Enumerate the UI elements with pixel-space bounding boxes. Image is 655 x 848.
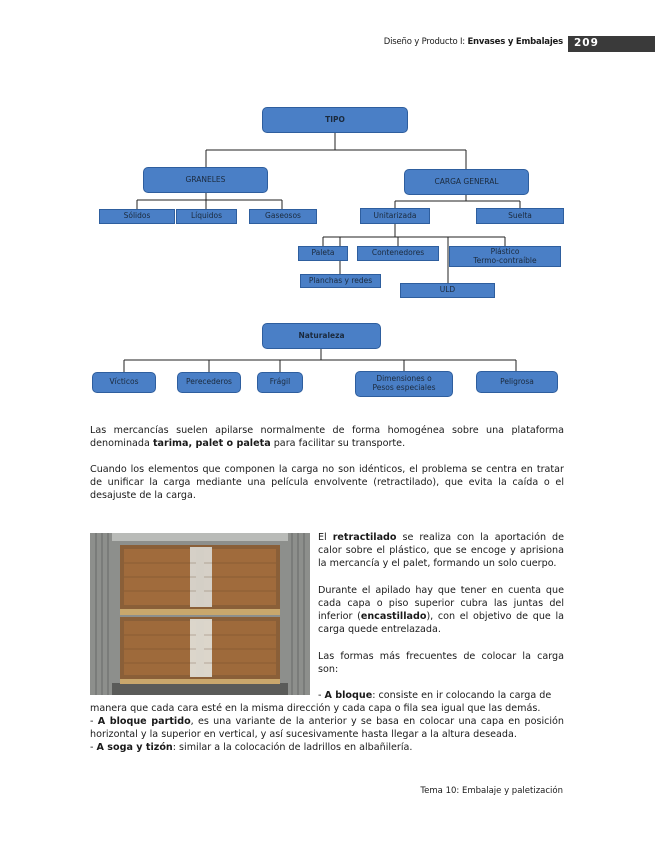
bullet-bloque-partido-bold: A bloque partido [97,716,191,727]
bullet-bloque-partido-dash: - [90,716,98,727]
diagram-node-liquidos: Líquidos [176,209,237,224]
diagram-node-tipo: TIPO [262,107,408,133]
bullet-bloque-partido [90,715,564,741]
diagram-node-graneles: GRANELES [143,167,268,193]
diagram-node-uld: ULD [400,283,495,298]
diagram-node-unitarizada: Unitarizada [360,208,430,224]
diagram-node-suelta: Suelta [476,208,564,224]
running-title-bold: Envases y Embalajes [467,37,563,47]
bullet-soga-tizon-bold: A soga y tizón [96,742,173,753]
paragraph-palet [90,424,564,450]
paragraph-palet-bold: tarima, palet o paleta [152,438,271,449]
bullet-bloque-partido-text: , es una variante de la anterior y se basa en colocar una capa en posición horizontal y la superior en vertical, y así sucesivamente hasta llegar a la altura deseada. [90,716,565,740]
page-number: 209 [574,37,599,49]
diagram-node-peligrosa: Peligrosa [476,371,558,393]
page-footer: Tema 10: Embalaje y paletización [420,786,563,796]
cargo-container-illustration [90,533,310,695]
paragraph-encastillado-text: Durante el apilado hay que tener en cuenta que cada capa o piso superior cubra las juntas del inferior ( [318,585,564,622]
bullet-bloque-dash: - [318,690,325,701]
running-title-prefix: Diseño y Producto I: [383,37,468,47]
diagram-node-dimensiones [355,371,453,397]
bullet-bloque-bold: A bloque [324,690,373,701]
paragraph-retractilado-intro: Cuando los elementos que componen la carga no son idénticos, el problema se centra en tratar de unificar la carga mediante una película envolvente (retractilado), que evita la caída o el desajuste de la carga. [90,464,564,501]
paragraph-palet-text: Las mercancías suelen apilarse normalmente de forma homogénea sobre una plataforma denominada [90,425,564,449]
paragraph-encastillado-end: ), con el objetivo de que la carga quede entrelazada. [318,611,564,635]
diagram-node-dimensiones-line1: Dimensiones o [376,374,432,384]
bullet-soga-tizon [90,741,564,754]
diagram-node-plastico [449,246,561,267]
diagram-node-solidos: Sólidos [99,209,175,224]
diagram-node-contenedores: Contenedores [357,246,439,261]
diagram-node-dimensiones-line2: Pesos especiales [372,383,436,392]
diagram-node-carga-general: CARGA GENERAL [404,169,529,195]
paragraph-encastillado [318,584,564,636]
paragraph-palet-text-end: para facilitar su transporte. [270,438,406,449]
cargo-container-photo [90,533,310,695]
paragraph-retractilado-bold: retractilado [332,532,397,543]
diagram-node-planchas: Planchas y redes [300,274,381,288]
diagram-node-plastico-line2: Termo-contraíble [473,255,537,265]
diagram-node-naturaleza: Naturaleza [262,323,381,349]
paragraph-retractilado-text: se realiza con la aportación de calor sobre el plástico, que se encoge y aprisiona la mercancía y el palet, formando un solo cuerpo. [318,532,564,569]
bullet-bloque-line2: manera que cada cara esté en la misma dirección y cada capa o fila sea igual que las demás. [90,703,541,714]
bullet-bloque-line1 [318,689,564,702]
diagram-node-paleta: Paleta [298,246,348,261]
bullet-soga-tizon-dash: - [90,742,97,753]
bullet-soga-tizon-text: : similar a la colocación de ladrillos en albañilería. [172,742,413,753]
paragraph-formas: Las formas más frecuentes de colocar la carga son: [318,651,564,675]
paragraph-encastillado-bold: encastillado [360,611,427,622]
diagram-node-perecederos: Perecederos [177,372,241,393]
diagram-node-plastico-line1: Plástico [490,246,520,256]
bullet-bloque-text: : consiste en ir colocando la carga de [372,690,552,701]
diagram-node-fragil: Frágil [257,372,303,393]
diagram-node-victicos: Vícticos [92,372,156,393]
diagram-node-gaseosos: Gaseosos [249,209,317,224]
paragraph-retractilado [318,531,564,570]
paragraph-retractilado-start: El [318,532,333,543]
